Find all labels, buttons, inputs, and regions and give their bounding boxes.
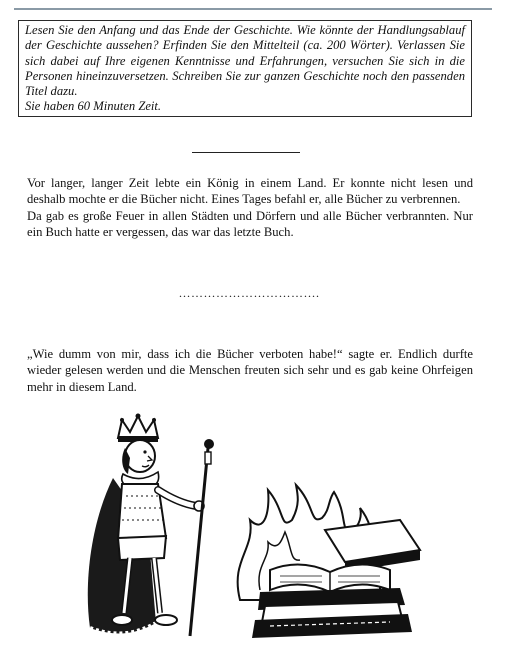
story-ending [27,346,473,395]
burning-books-illustration [230,480,430,640]
top-rule [14,8,492,10]
story-beginning-paragraph-1: Vor langer, langer Zeit lebte ein König in einem Land. Er konnte nicht lesen und deshalb mochte er die Bücher nicht. Eines Tages befahl er, alle Bücher zu verbrennen. [27,176,473,207]
story-beginning [27,175,473,241]
time-limit-text: Sie haben 60 Minuten Zeit. [25,99,162,114]
task-instructions-text: Lesen Sie den Anfang und das Ende der Geschichte. Wie könnte der Handlungsablauf der Geschichte aussehen? Erfinden Sie den Mittelteil (ca. 200 Wörter). Verlassen Sie sich dabei auf Ihre eigenen Kenntnisse und Erfahrungen, versuchen Sie sich in die Personen hineinzuversetzen. Schreiben Sie zur ganzen Geschichte noch den passenden Titel dazu. [25,23,465,99]
story-beginning-paragraph-2: Da gab es große Feuer in allen Städten und Dörfern und alle Bücher verbrannten. Nur ein Buch hatte er vergessen, das war das letzte Buch. [27,208,473,240]
middle-part-placeholder: ……………………………. [178,286,320,300]
task-instructions-box [18,20,472,117]
story-ending-paragraph: „Wie dumm von mir, dass ich die Bücher verboten habe!“ sagte er. Endlich durfte wieder gelesen werden und die Menschen freuten sich sehr und es gab keine Ohrfeigen mehr in diesem Land. [27,347,473,394]
king-illustration [78,408,228,648]
title-blank-line [192,152,300,153]
